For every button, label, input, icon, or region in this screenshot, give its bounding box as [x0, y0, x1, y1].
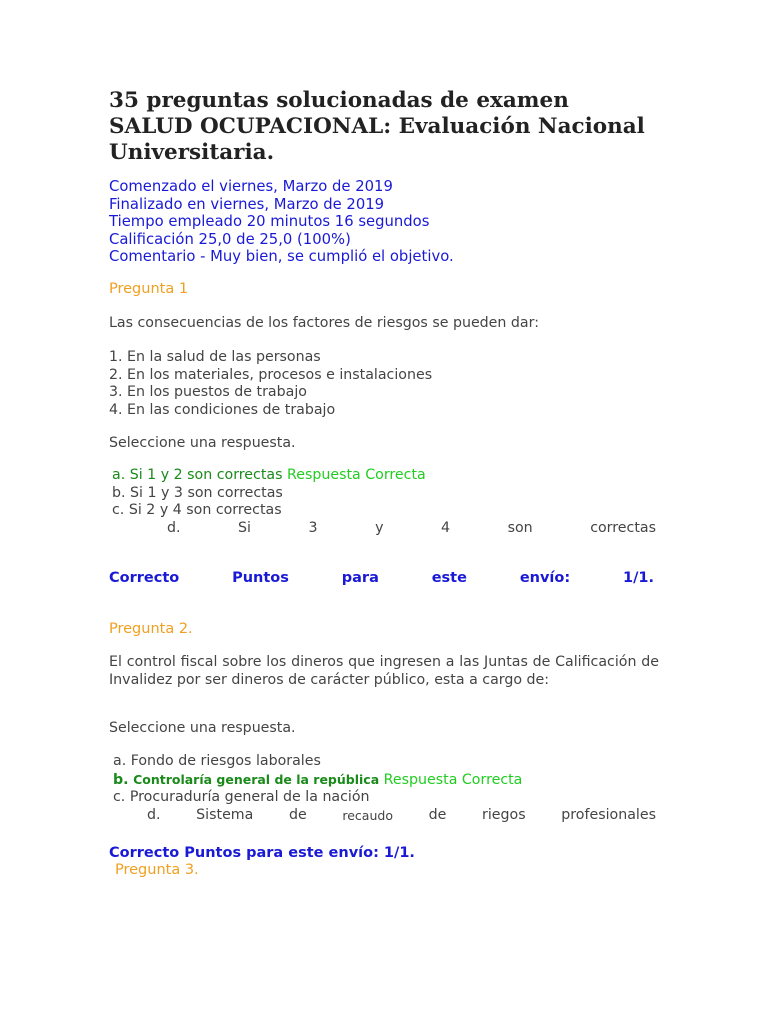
- question-2-options: [113, 753, 656, 824]
- list-item: 4. En las condiciones de trabajo: [109, 401, 336, 418]
- option-d: d. Sistema de recaudo de riegos profesionales: [147, 806, 656, 823]
- question-2-result: Correcto Puntos para este envío: 1/1.: [109, 845, 415, 861]
- question-1-statement: Las consecuencias de los factores de riesgos se pueden dar:: [109, 315, 539, 331]
- correct-answer-tag: Respuesta Correcta: [287, 467, 426, 483]
- option-a: a. Si 1 y 2 son correctas Respuesta Correcta: [112, 467, 426, 483]
- option-b: b. Si 1 y 3 son correctas: [112, 484, 283, 501]
- list-item: 3. En los puestos de trabajo: [109, 384, 307, 400]
- question-1-options: [112, 467, 656, 537]
- question-2-prompt: Seleccione una respuesta.: [109, 720, 296, 736]
- option-c: c. Procuraduría general de la nación: [113, 789, 370, 805]
- comment-line: Comentario - Muy bien, se cumplió el objetivo.: [109, 248, 454, 265]
- question-1-result: Correcto Puntos para este envío: 1/1.: [109, 570, 654, 586]
- question-2-statement: El control fiscal sobre los dineros que ingresen a las Juntas de Calificación de Invalidez por ser dineros de carácter público, esta a cargo de:: [109, 654, 659, 688]
- option-c: c. Si 2 y 4 son correctas: [112, 502, 282, 518]
- option-b: b. Controlaría general de la república Respuesta Correcta: [113, 771, 523, 788]
- question-1-prompt: Seleccione una respuesta.: [109, 435, 296, 451]
- started-line: Comenzado el viernes, Marzo de 2019: [109, 178, 393, 195]
- question-1-items: [109, 349, 432, 419]
- question-3-heading: Pregunta 3.: [115, 862, 199, 878]
- option-a: a. Fondo de riesgos laborales: [113, 753, 321, 769]
- correct-answer-tag: Respuesta Correcta: [383, 771, 523, 788]
- attempt-summary: [109, 178, 454, 266]
- list-item: 2. En los materiales, procesos e instalaciones: [109, 366, 433, 383]
- grade-line: Calificación 25,0 de 25,0 (100%): [109, 230, 351, 248]
- option-d: d. Si 3 y 4 son correctas: [167, 519, 656, 536]
- question-2-heading: Pregunta 2.: [109, 621, 193, 637]
- time-spent-line: Tiempo empleado 20 minutos 16 segundos: [109, 213, 430, 230]
- document-title: 35 preguntas solucionadas de examen SALUD OCUPACIONAL: Evaluación Nacional Universitaria.: [109, 88, 645, 165]
- list-item: 1. En la salud de las personas: [109, 349, 321, 365]
- finished-line: Finalizado en viernes, Marzo de 2019: [109, 195, 385, 213]
- question-1-heading: Pregunta 1: [109, 281, 189, 297]
